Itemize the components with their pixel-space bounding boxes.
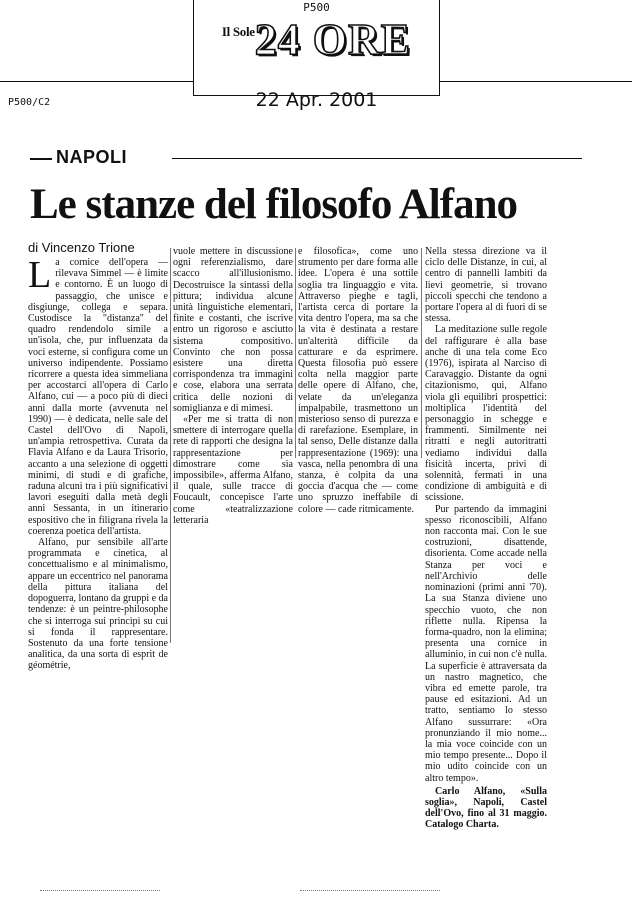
scan-artifact: [300, 890, 440, 891]
exhibition-credit: Carlo Alfano, «Sulla soglia», Napoli, Castel dell'Ovo, fino al 31 maggio. Catalogo Charta.: [425, 785, 547, 831]
article-column-1: [28, 254, 168, 672]
paragraph: Pur partendo da immagini spesso riconoscibili, Alfano non racconta mai. Con le sue costruzioni, disattende, disorienta. Come accade nella Stanza per voci e nell'Archivio delle nominazioni (primi anni '70). La sua Stanza diviene uno specchio vuoto, che non riflette nulla. Ripensa la forma-quadro, non la elimina; presenta una cornice in alluminio, in cui non c'è nulla. La superficie è attraversata da un nastro magnetico, che vibra ed emette parole, tra pause ed esitazioni. Ad un tratto, sentiamo lo stesso Alfano sussurrare: «Ora pronunziando il mio nome... la mia voce coincide con un mio tempo presente... Dopo il mio udito coincide con un altro tempo».: [425, 503, 547, 784]
column-rule-2: [295, 248, 296, 458]
page-code-top: P500: [303, 1, 330, 14]
header-line-left: [0, 81, 193, 82]
paragraph: La cornice dell'opera — rilevava Simmel — è limite e contorno. È un luogo di passaggio, che unisce e disgiunge, collega e separa. Custodisce la "distanza" del quadro rendendolo simile a un'isola, che, pur influenzata da voci esterne, si configura come un universo indipendente. Possiamo ricorrere a questa idea simmeliana per accostarci all'opera di Carlo Alfano, cui — a poco più di dieci anni dalla morte (avvenuta nel 1990) — è dedicata, nelle sale del Castel dell'Ovo di Napoli, un'ampia retrospettiva. Curata da Flavia Alfano e da Laura Trisorio, accanto a una selezione di oggetti minimi, di studi e di grafiche, raduna alcuni tra i più significativi lavori eseguiti dalla metà degli anni Sessanta, in un itinerario espositivo che in filigrana rivela la coerenza poetica dell'artista.: [28, 254, 168, 537]
page-code-left: P500/C2: [8, 97, 51, 108]
article-column-4: [425, 246, 547, 831]
article-column-2: [173, 246, 293, 526]
byline: di Vincenzo Trione: [28, 240, 135, 255]
article-column-3: [298, 246, 418, 515]
column-rule-1: [170, 248, 171, 643]
logo-small-text: Il Sole: [221, 24, 255, 39]
header-line-right: [440, 81, 632, 82]
paragraph: «Per me si tratta di non smettere di interrogare quella rete di rapporti che designa la rappresentazione per dimostrare come sia impossibile», afferma Alfano, il quale, sulle tracce di Foucault, concepisce l'arte come «teatralizzazione letteraria: [173, 414, 293, 526]
section-rule: [172, 158, 582, 159]
paragraph: La meditazione sulle regole del raffigurare è alla base anche di una tela come Eco (1976), ispirata al Narciso di Caravaggio. Distante da ogni citazionismo, qui, Alfano viola gli equilibri prospettici: moltiplica l'identità del personaggio in schegge e frammenti. Similmente nei ritratti e negli autoritratti vediamo individui dalla fisicità incerta, privi di solennità, fermati in una condizione di ambiguità e di scissione.: [425, 324, 547, 504]
paragraph: e filosofica», come uno strumento per dare forma alle idee. L'opera è una sottile soglia tra linguaggio e vita. Attraverso pieghe e tagli, l'artista cerca di portare la vita dentro l'opera, ma sa che la vita è destinata a restare un'alterità difficile da catturare e da esprimere. Questa filosofia può essere colta nella maggior parte delle opere di Alfano, che, velate da un'eleganza impalpabile, trasmettono un misterioso senso di purezza e di rarefazione. Esemplare, in tal senso, Delle distanze dalla rappresentazione (1969): una vasca, nella penombra di una stanza, è colpita da una goccia d'acqua che — come uno spruzzo ineffabile di colore — cade ritmicamente.: [298, 246, 418, 515]
drop-cap: L: [28, 254, 52, 296]
masthead-box: [193, 0, 440, 96]
paragraph: vuole mettere in discussione ogni referenzialismo, dare scacco all'illusionismo. Decostruisce la sintassi della pittura; individua alcune unità linguistiche elementari, finite e costanti, che iscrive entro un rigoroso e asciutto sistema compositivo. Convinto che non possa esistere una diretta corrispondenza tra immagini e cose, elabora una serrata critica delle nozioni di somiglianza e di mimesi.: [173, 246, 293, 414]
headline: Le stanze del filosofo Alfano: [30, 181, 517, 228]
paragraph: Nella stessa direzione va il ciclo delle Distanze, in cui, al centro di pannelli lambiti da lievi geometrie, si trovano piccoli specchi che tendono a portare l'opera al di fuori di se stessa.: [425, 246, 547, 325]
newspaper-logo: [194, 14, 439, 65]
logo-big-text: 24 ORE: [254, 15, 412, 64]
column-rule-3: [421, 248, 422, 458]
publication-date: 22 Apr. 2001: [255, 89, 378, 111]
paragraph: Alfano, pur sensibile all'arte programmata e cinetica, al concettualismo e al minimalismo, appare un eccentrico nel panorama della pittura italiana del dopoguerra, lontano da gruppi e da tendenze: è un peintre-philosophe che si interroga sui princìpi su cui si fonda il rappresentare. Sostenuto da una forte tensione analitica, da una sorta di esprit de géométrie,: [28, 537, 168, 672]
section-label: NAPOLI: [56, 147, 128, 167]
scan-artifact: [40, 890, 160, 891]
section-dash: [30, 158, 52, 160]
